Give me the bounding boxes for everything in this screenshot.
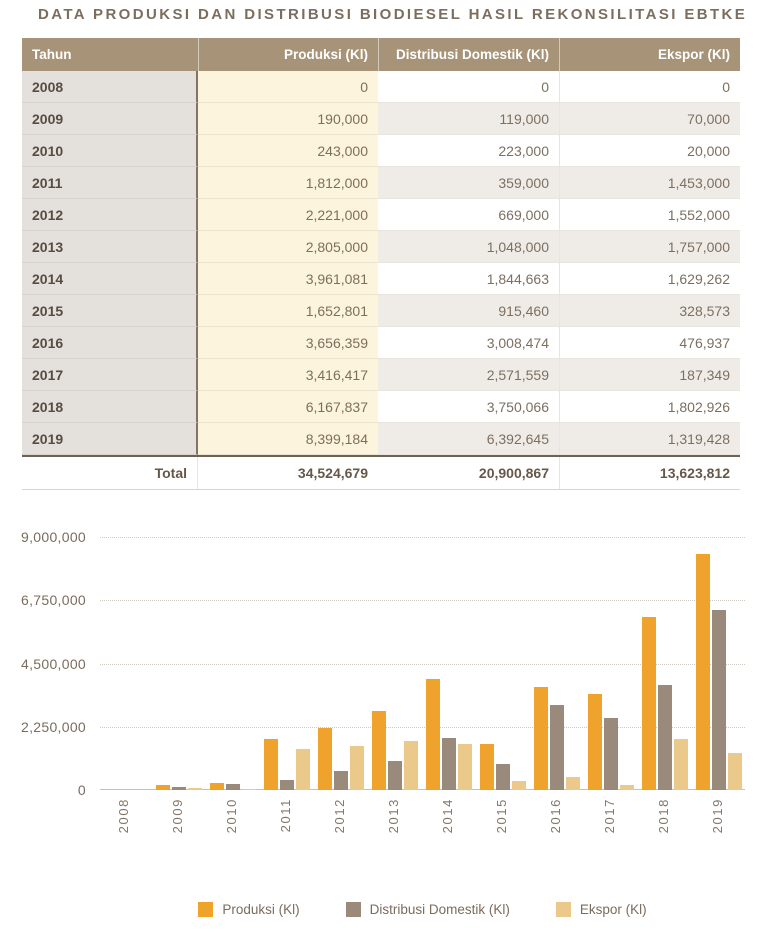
value-cell: 3,961,081 (198, 263, 378, 295)
x-tick-label: 2016 (548, 798, 563, 834)
year-cell: 2008 (22, 71, 198, 103)
bar (728, 753, 742, 790)
bar (674, 739, 688, 790)
value-cell: 1,844,663 (378, 263, 559, 295)
value-cell: 1,629,262 (559, 263, 740, 295)
x-tick-label: 2012 (332, 798, 347, 834)
chart-legend (100, 902, 745, 917)
value-cell: 3,008,474 (378, 327, 559, 359)
x-tick-label: 2018 (656, 798, 671, 834)
column-header: Produksi (Kl) (198, 38, 378, 71)
value-cell: 2,221,000 (198, 199, 378, 231)
year-cell: 2009 (22, 103, 198, 135)
legend-item (198, 902, 299, 917)
bar (334, 771, 348, 790)
year-cell: 2011 (22, 167, 198, 199)
y-tick-label: 6,750,000 (21, 592, 86, 609)
chart-plot-area (100, 537, 745, 790)
x-tick-label: 2009 (170, 798, 185, 834)
legend-swatch (346, 902, 361, 917)
bar (458, 744, 472, 790)
year-cell: 2017 (22, 359, 198, 391)
value-cell: 3,416,417 (198, 359, 378, 391)
value-cell: 476,937 (559, 327, 740, 359)
table-row (22, 263, 740, 295)
value-cell: 190,000 (198, 103, 378, 135)
table-row (22, 103, 740, 135)
value-cell: 3,656,359 (198, 327, 378, 359)
bar (318, 728, 332, 790)
data-table (22, 38, 740, 490)
legend-item (556, 902, 647, 917)
legend-swatch (198, 902, 213, 917)
total-label: Total (22, 457, 198, 489)
bar (642, 617, 656, 790)
bar (534, 687, 548, 790)
y-tick-label: 0 (77, 782, 86, 798)
x-tick-label: 2013 (386, 798, 401, 834)
bar (372, 711, 386, 790)
legend-label: Ekspor (Kl) (579, 902, 647, 917)
bar (296, 749, 310, 790)
x-tick-label: 2011 (278, 798, 293, 833)
table-row (22, 359, 740, 391)
bar (550, 705, 564, 790)
total-value: 13,623,812 (559, 457, 740, 489)
bar (696, 554, 710, 790)
table-body (22, 71, 740, 455)
table-row (22, 327, 740, 359)
bar (404, 741, 418, 790)
total-value: 34,524,679 (198, 457, 378, 489)
chart-x-axis (100, 796, 745, 860)
value-cell: 243,000 (198, 135, 378, 167)
value-cell: 6,392,645 (378, 423, 559, 455)
value-cell: 1,652,801 (198, 295, 378, 327)
column-header: Distribusi Domestik (Kl) (378, 38, 559, 71)
value-cell: 20,000 (559, 135, 740, 167)
x-tick-label: 2010 (224, 798, 239, 834)
value-cell: 70,000 (559, 103, 740, 135)
table-header-row (22, 38, 740, 71)
value-cell: 915,460 (378, 295, 559, 327)
value-cell: 1,757,000 (559, 231, 740, 263)
gridline (100, 600, 745, 601)
total-value: 20,900,867 (378, 457, 559, 489)
value-cell: 328,573 (559, 295, 740, 327)
value-cell: 187,349 (559, 359, 740, 391)
table-row (22, 391, 740, 423)
gridline (100, 664, 745, 665)
bar (566, 777, 580, 790)
page-title: DATA PRODUKSI DAN DISTRIBUSI BIODIESEL HASIL REKONSILITASI EBTKE (38, 6, 748, 23)
value-cell: 1,319,428 (559, 423, 740, 455)
year-cell: 2012 (22, 199, 198, 231)
table-row (22, 295, 740, 327)
x-axis-line (100, 789, 745, 790)
value-cell: 2,805,000 (198, 231, 378, 263)
bar (264, 739, 278, 790)
bar (712, 610, 726, 790)
column-header: Ekspor (Kl) (559, 38, 740, 71)
value-cell: 1,552,000 (559, 199, 740, 231)
legend-item (346, 902, 510, 917)
year-cell: 2016 (22, 327, 198, 359)
table-row (22, 231, 740, 263)
value-cell: 0 (378, 71, 559, 103)
bar (658, 685, 672, 790)
table-total-row (22, 455, 740, 490)
y-tick-label: 2,250,000 (21, 718, 86, 735)
x-tick-label: 2014 (440, 798, 455, 834)
value-cell: 1,812,000 (198, 167, 378, 199)
y-tick-label: 4,500,000 (21, 655, 86, 672)
year-cell: 2015 (22, 295, 198, 327)
legend-label: Produksi (Kl) (222, 902, 300, 917)
year-cell: 2019 (22, 423, 198, 455)
legend-swatch (556, 902, 571, 917)
value-cell: 359,000 (378, 167, 559, 199)
x-tick-label: 2008 (116, 798, 131, 834)
bar (480, 744, 494, 790)
value-cell: 1,453,000 (559, 167, 740, 199)
value-cell: 8,399,184 (198, 423, 378, 455)
value-cell: 1,048,000 (378, 231, 559, 263)
bar (442, 738, 456, 790)
table-row (22, 423, 740, 455)
table-row (22, 135, 740, 167)
bar (496, 764, 510, 790)
value-cell: 6,167,837 (198, 391, 378, 423)
legend-label: Distribusi Domestik (Kl) (369, 902, 510, 917)
bar (388, 761, 402, 790)
chart-y-axis (0, 529, 86, 798)
y-tick-label: 9,000,000 (21, 529, 86, 545)
value-cell: 2,571,559 (378, 359, 559, 391)
x-tick-label: 2019 (710, 798, 725, 834)
table-row (22, 199, 740, 231)
value-cell: 1,802,926 (559, 391, 740, 423)
bar (426, 679, 440, 790)
gridline (100, 727, 745, 728)
value-cell: 0 (559, 71, 740, 103)
x-tick-label: 2017 (602, 798, 617, 834)
bar (350, 746, 364, 790)
table-row (22, 167, 740, 199)
value-cell: 3,750,066 (378, 391, 559, 423)
value-cell: 223,000 (378, 135, 559, 167)
value-cell: 0 (198, 71, 378, 103)
bar (604, 718, 618, 790)
column-header: Tahun (32, 47, 72, 62)
bar (588, 694, 602, 790)
year-cell: 2014 (22, 263, 198, 295)
year-cell: 2013 (22, 231, 198, 263)
value-cell: 119,000 (378, 103, 559, 135)
value-cell: 669,000 (378, 199, 559, 231)
year-cell: 2018 (22, 391, 198, 423)
x-tick-label: 2015 (494, 798, 509, 834)
year-cell: 2010 (22, 135, 198, 167)
gridline (100, 537, 745, 538)
table-row (22, 71, 740, 103)
